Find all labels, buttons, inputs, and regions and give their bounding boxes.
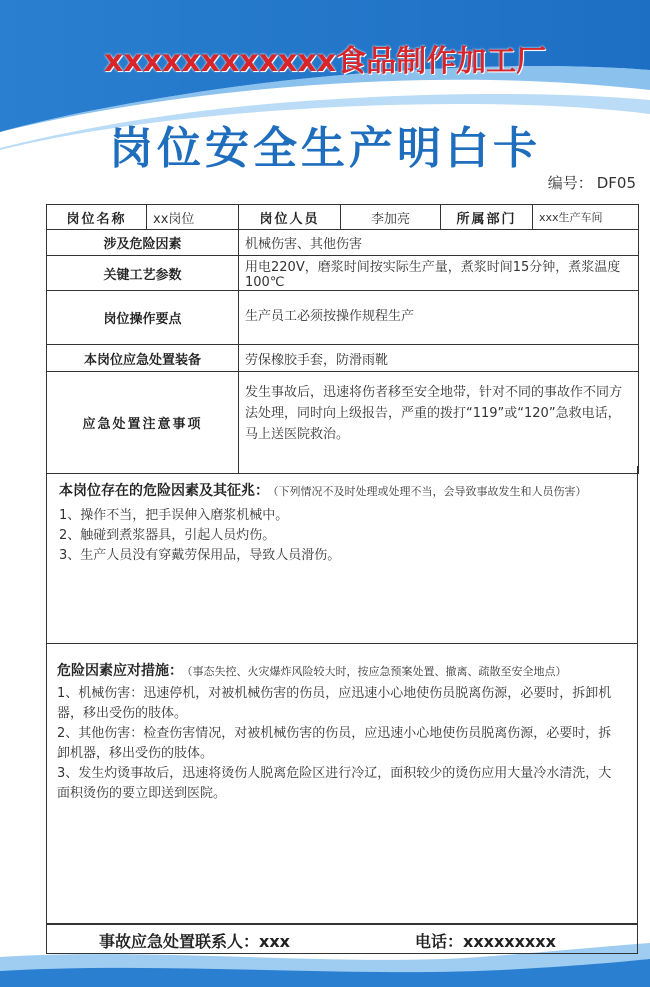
measures-note: （事态失控、火灾爆炸风险较大时，按应急预案处置、撤离、疏散至安全地点） xyxy=(187,665,567,678)
ops-label: 岗位操作要点 xyxy=(47,291,239,345)
hazards-title: 本岗位存在的危险因素及其征兆： xyxy=(59,483,269,499)
contact-bar xyxy=(46,924,638,954)
hazards-heading xyxy=(59,480,627,500)
contact-phone: 电话：xxxxxxxxx xyxy=(415,932,556,951)
doc-number-label: 编号： xyxy=(547,174,593,192)
hazards-list xyxy=(59,506,627,566)
post-person-value: 李加亮 xyxy=(341,205,441,230)
hazards-section xyxy=(46,466,638,644)
hazard-value: 机械伤害、其他伤害 xyxy=(239,230,639,256)
page-title: 岗位安全生产明白卡 xyxy=(109,123,541,174)
post-name-label: 岗位名称 xyxy=(47,205,147,230)
list-item: 1、操作不当，把手误伸入磨浆机械中。 xyxy=(59,508,289,523)
list-item: 2、触碰到煮浆器具，引起人员灼伤。 xyxy=(59,528,276,543)
list-item: 3、生产人员没有穿戴劳保用品，导致人员滑伤。 xyxy=(59,548,341,563)
doc-number xyxy=(544,172,636,193)
measures-heading xyxy=(57,660,615,680)
measures-title: 危险因素应对措施： xyxy=(57,663,183,679)
emergency-value: 发生事故后，迅速将伤者移至安全地带，针对不同的事故作不同方法处理，同时向上级报告，严重的拨打“119”或“120”急救电话，马上送医院救治。 xyxy=(239,372,639,474)
equip-label: 本岗位应急处置装备 xyxy=(47,345,239,372)
measures-section xyxy=(46,644,638,924)
doc-number-value: DF05 xyxy=(596,174,636,192)
list-item: 3、发生灼烫事故后，迅速将烫伤人脱离危险区进行冷辽，面积较少的烫伤应用大量冷水清洗，大面积烫伤的要立即送到医院。 xyxy=(57,766,612,801)
post-name-value: xx岗位 xyxy=(147,205,239,230)
params-value: 用电220V，磨浆时间按实际生产量，煮浆时间15分钟，煮浆温度100℃ xyxy=(239,256,639,291)
info-table xyxy=(46,204,639,474)
company-name: xxxxxxxxxxxx食品制作加工厂 xyxy=(103,44,547,79)
hazard-label: 涉及危险因素 xyxy=(47,230,239,256)
dept-label: 所属部门 xyxy=(441,205,533,230)
list-item: 2、其他伤害：检查伤害情况，对被机械伤害的伤员，应迅速小心地使伤员脱离伤源，必要时，拆卸机器，移出受伤的肢体。 xyxy=(57,726,612,761)
dept-value: xxx生产车间 xyxy=(533,205,639,230)
equip-value: 劳保橡胶手套，防滑雨靴 xyxy=(239,345,639,372)
contact-person: 事故应急处置联系人：xxx xyxy=(99,932,290,951)
hazards-note: （下列情况不及时处理或处理不当，会导致事故发生和人员伤害） xyxy=(273,485,587,498)
emergency-label: 应急处置注意事项 xyxy=(47,372,239,474)
list-item: 1、机械伤害：迅速停机，对被机械伤害的伤员，应迅速小心地使伤员脱离伤源，必要时，拆卸机器，移出受伤的肢体。 xyxy=(57,686,612,721)
params-label: 关键工艺参数 xyxy=(47,256,239,291)
measures-list xyxy=(57,684,615,804)
ops-value: 生产员工必须按操作规程生产 xyxy=(239,291,639,345)
post-person-label: 岗位人员 xyxy=(239,205,341,230)
